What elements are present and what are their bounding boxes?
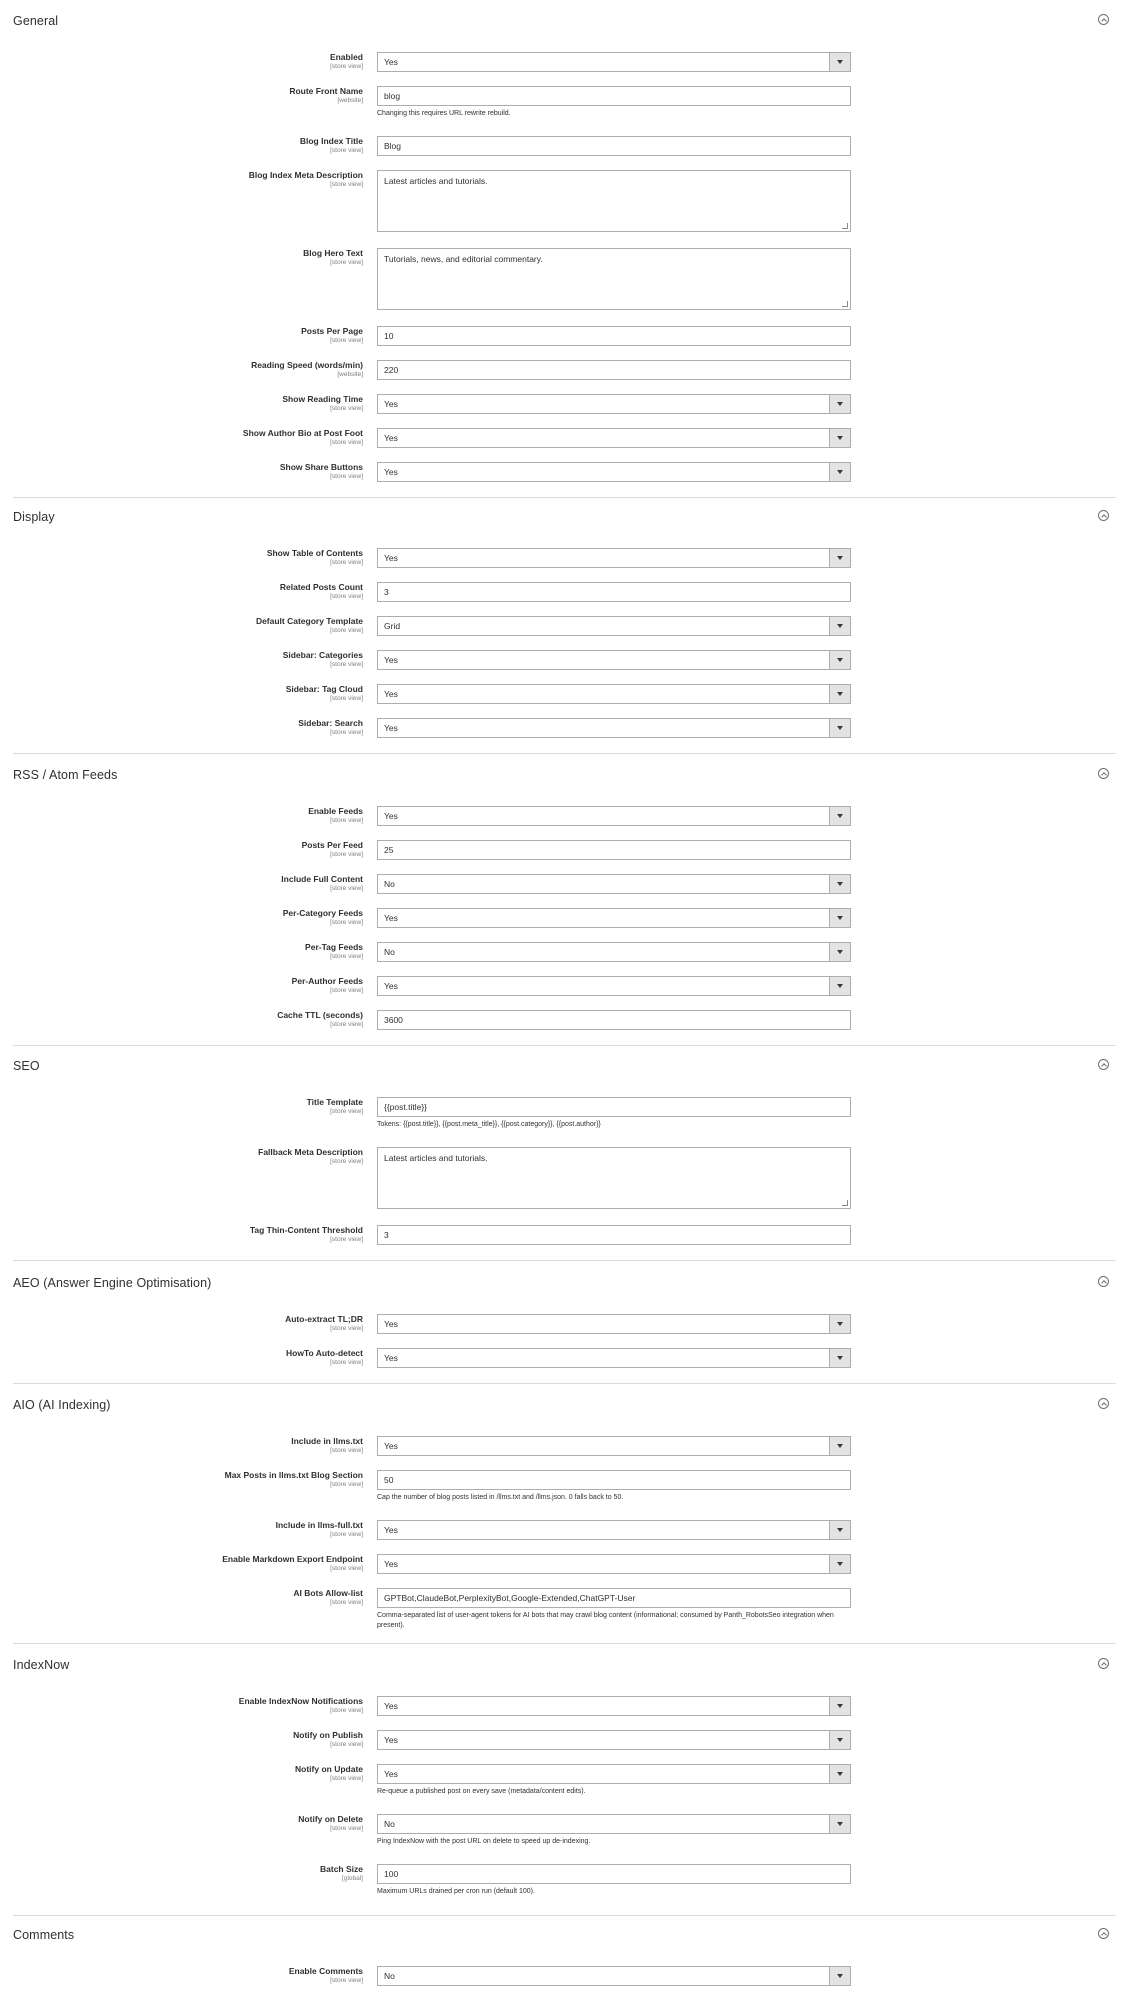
field-note: Re-queue a published post on every save (metadata/content edits).: [377, 1788, 586, 1795]
field-note: Maximum URLs drained per cron run (default 100).: [377, 1888, 535, 1895]
enabled-select[interactable]: [377, 52, 851, 72]
collapse-icon[interactable]: [1098, 510, 1109, 521]
collapse-icon[interactable]: [1098, 1928, 1109, 1939]
label-text: Show Author Bio at Post Foot: [242, 428, 363, 438]
label-text: Blog Index Meta Description: [248, 170, 363, 180]
select-value: Yes: [384, 1735, 398, 1745]
resize-handle-icon[interactable]: [842, 1200, 848, 1206]
label-text: Per-Tag Feeds: [305, 942, 363, 952]
scope-text: [store view]: [330, 559, 363, 566]
label-text: Per-Author Feeds: [291, 976, 363, 986]
dropdown-arrow-icon[interactable]: [829, 1555, 850, 1573]
field-label: [283, 650, 363, 669]
field-note: Tokens: {{post.title}}, {{post.meta_title}}, {{post.category}}, {{post.author}}: [377, 1121, 601, 1128]
field-label: [250, 1225, 363, 1244]
tag-thin-content-threshold-input[interactable]: 3: [377, 1225, 851, 1245]
label-text: Include in llms.txt: [291, 1436, 363, 1446]
label-text: Per-Category Feeds: [282, 908, 363, 918]
select-value: No: [384, 1819, 395, 1829]
select-value: Yes: [384, 655, 398, 665]
scope-text: [store view]: [330, 405, 363, 412]
textarea-value: Latest articles and tutorials.: [384, 176, 488, 186]
label-text: Enable IndexNow Notifications: [238, 1696, 363, 1706]
label-text: Sidebar: Tag Cloud: [285, 684, 363, 694]
label-text: Blog Hero Text: [303, 248, 363, 258]
label-text: Cache TTL (seconds): [277, 1010, 363, 1020]
field-label: [239, 1696, 363, 1715]
posts-per-feed-input[interactable]: 25: [377, 840, 851, 860]
textarea-value: Tutorials, news, and editorial commentary.: [384, 254, 543, 264]
field-label: [303, 248, 363, 267]
label-text: Related Posts Count: [279, 582, 363, 592]
label-text: Enable Markdown Export Endpoint: [222, 1554, 363, 1564]
per-category-feeds-select[interactable]: [377, 908, 851, 928]
scope-text: [store view]: [330, 851, 363, 858]
field-label: [286, 684, 363, 703]
label-text: Sidebar: Search: [298, 718, 363, 728]
label-text: HowTo Auto-detect: [286, 1348, 363, 1358]
scope-text: [website]: [337, 97, 363, 104]
notify-on-delete-select[interactable]: [377, 1814, 851, 1834]
scope-text: [store view]: [330, 181, 363, 188]
field-label: [283, 908, 363, 927]
label-text: Notify on Update: [295, 1764, 363, 1774]
field-label: [293, 1730, 363, 1749]
scope-text: [store view]: [330, 1447, 363, 1454]
dropdown-arrow-icon[interactable]: [829, 549, 850, 567]
label-text: Fallback Meta Description: [258, 1147, 363, 1157]
ai-bots-allow-list-input[interactable]: GPTBot,ClaudeBot,PerplexityBot,Google-Extended,ChatGPT-User: [377, 1588, 851, 1608]
scope-text: [store view]: [330, 817, 363, 824]
select-value: Yes: [384, 689, 398, 699]
dropdown-arrow-icon[interactable]: [829, 977, 850, 995]
scope-text: [store view]: [330, 147, 363, 154]
scope-text: [store view]: [330, 337, 363, 344]
select-value: Yes: [384, 913, 398, 923]
section-title: SEO: [13, 1059, 40, 1073]
show-author-bio-select[interactable]: [377, 428, 851, 448]
select-value: Yes: [384, 1525, 398, 1535]
scope-text: [store view]: [330, 63, 363, 70]
batch-size-input[interactable]: 100: [377, 1864, 851, 1884]
label-text: Show Share Buttons: [279, 462, 363, 472]
section-divider: [13, 753, 1116, 754]
select-value: Yes: [384, 1353, 398, 1363]
section-header-indexnow[interactable]: [13, 1656, 1116, 1680]
field-label: [277, 1010, 363, 1029]
section-divider: [13, 1643, 1116, 1644]
select-value: Yes: [384, 1701, 398, 1711]
blog-index-title-input[interactable]: Blog: [377, 136, 851, 156]
scope-text: [store view]: [330, 729, 363, 736]
fallback-meta-description-textarea[interactable]: [377, 1147, 851, 1209]
howto-auto-detect-select[interactable]: [377, 1348, 851, 1368]
scope-text: [store view]: [330, 259, 363, 266]
enable-comments-select[interactable]: [377, 1966, 851, 1986]
label-text: Blog Index Title: [299, 136, 363, 146]
scope-text: [store view]: [330, 473, 363, 480]
dropdown-arrow-icon[interactable]: [829, 719, 850, 737]
label-text: Max Posts in llms.txt Blog Section: [224, 1470, 363, 1480]
dropdown-arrow-icon[interactable]: [829, 1815, 850, 1833]
section-title: RSS / Atom Feeds: [13, 768, 118, 782]
label-text: Enable Feeds: [308, 806, 363, 816]
scope-text: [website]: [337, 371, 363, 378]
select-value: Yes: [384, 723, 398, 733]
section-header-rss-feeds[interactable]: [13, 766, 1116, 790]
select-value: Yes: [384, 467, 398, 477]
dropdown-arrow-icon[interactable]: [829, 685, 850, 703]
label-text: Route Front Name: [289, 86, 363, 96]
label-text: Notify on Publish: [293, 1730, 363, 1740]
label-text: Posts Per Feed: [301, 840, 363, 850]
dropdown-arrow-icon[interactable]: [829, 943, 850, 961]
section-header-aeo[interactable]: [13, 1274, 1116, 1298]
dropdown-arrow-icon[interactable]: [829, 53, 850, 71]
collapse-icon[interactable]: [1098, 1059, 1109, 1070]
collapse-icon[interactable]: [1098, 14, 1109, 25]
label-text: Show Reading Time: [282, 394, 363, 404]
select-value: Yes: [384, 1559, 398, 1569]
enable-indexnow-select[interactable]: [377, 1696, 851, 1716]
label-text: Reading Speed (words/min): [251, 360, 363, 370]
field-label: [267, 548, 363, 567]
dropdown-arrow-icon[interactable]: [829, 1437, 850, 1455]
label-text: Sidebar: Categories: [282, 650, 363, 660]
scope-text: [store view]: [330, 1565, 363, 1572]
per-author-feeds-select[interactable]: [377, 976, 851, 996]
dropdown-arrow-icon[interactable]: [829, 1765, 850, 1783]
scope-text: [store view]: [330, 1021, 363, 1028]
field-label: [243, 428, 363, 447]
field-label: [308, 806, 363, 825]
scope-text: [store view]: [330, 1108, 363, 1115]
collapse-icon[interactable]: [1098, 1276, 1109, 1287]
blog-hero-text-textarea[interactable]: [377, 248, 851, 310]
include-llms-txt-select[interactable]: [377, 1436, 851, 1456]
include-llms-full-select[interactable]: [377, 1520, 851, 1540]
field-note: Ping IndexNow with the post URL on delete to speed up de-indexing.: [377, 1838, 591, 1845]
show-toc-select[interactable]: [377, 548, 851, 568]
section-header-general[interactable]: [13, 12, 1116, 36]
scope-text: [store view]: [330, 1599, 363, 1606]
field-note: Comma-separated list of user-agent tokens for AI bots that may crawl blog content (informational; consumed by Panth_RobotsSeo integration when present).: [377, 1612, 834, 1629]
route-front-name-input[interactable]: blog: [377, 86, 851, 106]
posts-per-page-input[interactable]: 10: [377, 326, 851, 346]
field-label: [330, 52, 363, 71]
select-value: Yes: [384, 981, 398, 991]
scope-text: [store view]: [330, 987, 363, 994]
field-note: Cap the number of blog posts listed in /llms.txt and /llms.json. 0 falls back to 50.: [377, 1494, 624, 1501]
scope-text: [store view]: [330, 661, 363, 668]
scope-text: [global]: [342, 1875, 363, 1882]
select-value: Yes: [384, 1441, 398, 1451]
scope-text: [store view]: [330, 1158, 363, 1165]
scope-text: [store view]: [330, 953, 363, 960]
field-note: Changing this requires URL rewrite rebuild.: [377, 110, 511, 117]
label-text: Include in llms-full.txt: [275, 1520, 363, 1530]
show-share-buttons-select[interactable]: [377, 462, 851, 482]
sidebar-tag-cloud-select[interactable]: [377, 684, 851, 704]
section-divider: [13, 1915, 1116, 1916]
related-posts-count-input[interactable]: 3: [377, 582, 851, 602]
scope-text: [store view]: [330, 1236, 363, 1243]
section-title: General: [13, 14, 59, 28]
scope-text: [store view]: [330, 1325, 363, 1332]
scope-text: [store view]: [330, 1977, 363, 1984]
scope-text: [store view]: [330, 695, 363, 702]
field-label: [276, 1520, 363, 1539]
label-text: AI Bots Allow-list: [293, 1588, 363, 1598]
section-header-aio[interactable]: [13, 1396, 1116, 1420]
resize-handle-icon[interactable]: [842, 223, 848, 229]
field-label: [293, 1588, 363, 1607]
field-label: [280, 582, 363, 601]
label-text: Title Template: [306, 1097, 363, 1107]
label-text: Include Full Content: [281, 874, 363, 884]
field-label: [302, 840, 363, 859]
dropdown-arrow-icon[interactable]: [829, 1967, 850, 1985]
section-divider: [13, 1260, 1116, 1261]
section-title: AEO (Answer Engine Optimisation): [13, 1276, 212, 1290]
label-text: Batch Size: [320, 1864, 363, 1874]
field-label: [282, 394, 363, 413]
select-value: Yes: [384, 811, 398, 821]
section-title: Comments: [13, 1928, 75, 1942]
select-value: Yes: [384, 399, 398, 409]
field-label: [292, 976, 363, 995]
field-label: [298, 718, 363, 737]
dropdown-arrow-icon[interactable]: [829, 395, 850, 413]
label-text: Notify on Delete: [298, 1814, 363, 1824]
dropdown-arrow-icon[interactable]: [829, 1697, 850, 1715]
select-value: Yes: [384, 1769, 398, 1779]
field-label: [222, 1554, 363, 1573]
section-divider: [13, 1045, 1116, 1046]
section-header-display[interactable]: [13, 508, 1116, 532]
dropdown-arrow-icon[interactable]: [829, 1731, 850, 1749]
label-text: Tag Thin-Content Threshold: [249, 1225, 363, 1235]
scope-text: [store view]: [330, 1775, 363, 1782]
select-value: No: [384, 947, 395, 957]
scope-text: [store view]: [330, 1359, 363, 1366]
notify-on-publish-select[interactable]: [377, 1730, 851, 1750]
scope-text: [store view]: [330, 1531, 363, 1538]
cache-ttl-input[interactable]: 3600: [377, 1010, 851, 1030]
label-text: Posts Per Page: [301, 326, 363, 336]
dropdown-arrow-icon[interactable]: [829, 1315, 850, 1333]
field-label: [291, 1436, 363, 1455]
field-label: [305, 942, 363, 961]
field-label: [298, 1814, 363, 1833]
label-text: Enabled: [329, 52, 363, 62]
notify-on-update-select[interactable]: [377, 1764, 851, 1784]
section-title: AIO (AI Indexing): [13, 1398, 111, 1412]
select-value: No: [384, 1971, 395, 1981]
collapse-icon[interactable]: [1098, 768, 1109, 779]
dropdown-arrow-icon[interactable]: [829, 875, 850, 893]
markdown-export-select[interactable]: [377, 1554, 851, 1574]
dropdown-arrow-icon[interactable]: [829, 617, 850, 635]
field-label: [289, 86, 363, 105]
field-label: [295, 1764, 363, 1783]
field-label: [289, 1966, 363, 1985]
max-posts-llms-input[interactable]: 50: [377, 1470, 851, 1490]
reading-speed-input[interactable]: 220: [377, 360, 851, 380]
scope-text: [store view]: [330, 627, 363, 634]
scope-text: [store view]: [330, 1707, 363, 1714]
dropdown-arrow-icon[interactable]: [829, 1349, 850, 1367]
default-category-template-select[interactable]: [377, 616, 851, 636]
label-text: Auto-extract TL;DR: [285, 1314, 363, 1324]
scope-text: [store view]: [330, 1741, 363, 1748]
enable-feeds-select[interactable]: [377, 806, 851, 826]
scope-text: [store view]: [330, 919, 363, 926]
dropdown-arrow-icon[interactable]: [829, 909, 850, 927]
label-text: Default Category Template: [255, 616, 363, 626]
section-header-comments[interactable]: [13, 1926, 1116, 1950]
dropdown-arrow-icon[interactable]: [829, 651, 850, 669]
field-label: [301, 326, 363, 345]
textarea-value: Latest articles and tutorials.: [384, 1153, 488, 1163]
section-header-seo[interactable]: [13, 1057, 1116, 1081]
label-text: Show Table of Contents: [266, 548, 363, 558]
field-label: [285, 1314, 363, 1333]
include-full-content-select[interactable]: [377, 874, 851, 894]
collapse-icon[interactable]: [1098, 1658, 1109, 1669]
dropdown-arrow-icon[interactable]: [829, 463, 850, 481]
scope-text: [store view]: [330, 885, 363, 892]
field-label: [280, 462, 363, 481]
field-label: [286, 1348, 363, 1367]
section-divider: [13, 1383, 1116, 1384]
title-template-input[interactable]: {{post.title}}: [377, 1097, 851, 1117]
collapse-icon[interactable]: [1098, 1398, 1109, 1409]
select-value: No: [384, 879, 395, 889]
select-value: Yes: [384, 1319, 398, 1329]
sidebar-search-select[interactable]: [377, 718, 851, 738]
dropdown-arrow-icon[interactable]: [829, 429, 850, 447]
blog-index-meta-description-textarea[interactable]: [377, 170, 851, 232]
label-text: Enable Comments: [288, 1966, 363, 1976]
section-title: Display: [13, 510, 55, 524]
resize-handle-icon[interactable]: [842, 301, 848, 307]
dropdown-arrow-icon[interactable]: [829, 807, 850, 825]
select-value: Yes: [384, 553, 398, 563]
scope-text: [store view]: [330, 1481, 363, 1488]
field-label: [307, 1097, 363, 1116]
scope-text: [store view]: [330, 593, 363, 600]
select-value: Yes: [384, 57, 398, 67]
field-label: [320, 1864, 363, 1883]
section-divider: [13, 497, 1116, 498]
auto-extract-tldr-select[interactable]: [377, 1314, 851, 1334]
section-title: IndexNow: [13, 1658, 70, 1672]
field-label: [256, 616, 363, 635]
field-label: [225, 1470, 363, 1489]
sidebar-categories-select[interactable]: [377, 650, 851, 670]
field-label: [281, 874, 363, 893]
field-label: [300, 136, 363, 155]
dropdown-arrow-icon[interactable]: [829, 1521, 850, 1539]
scope-text: [store view]: [330, 1825, 363, 1832]
show-reading-time-select[interactable]: [377, 394, 851, 414]
select-value: Yes: [384, 433, 398, 443]
per-tag-feeds-select[interactable]: [377, 942, 851, 962]
scope-text: [store view]: [330, 439, 363, 446]
field-label: [251, 360, 363, 379]
field-label: [258, 1147, 363, 1166]
field-label: [249, 170, 363, 189]
select-value: Grid: [384, 621, 401, 631]
